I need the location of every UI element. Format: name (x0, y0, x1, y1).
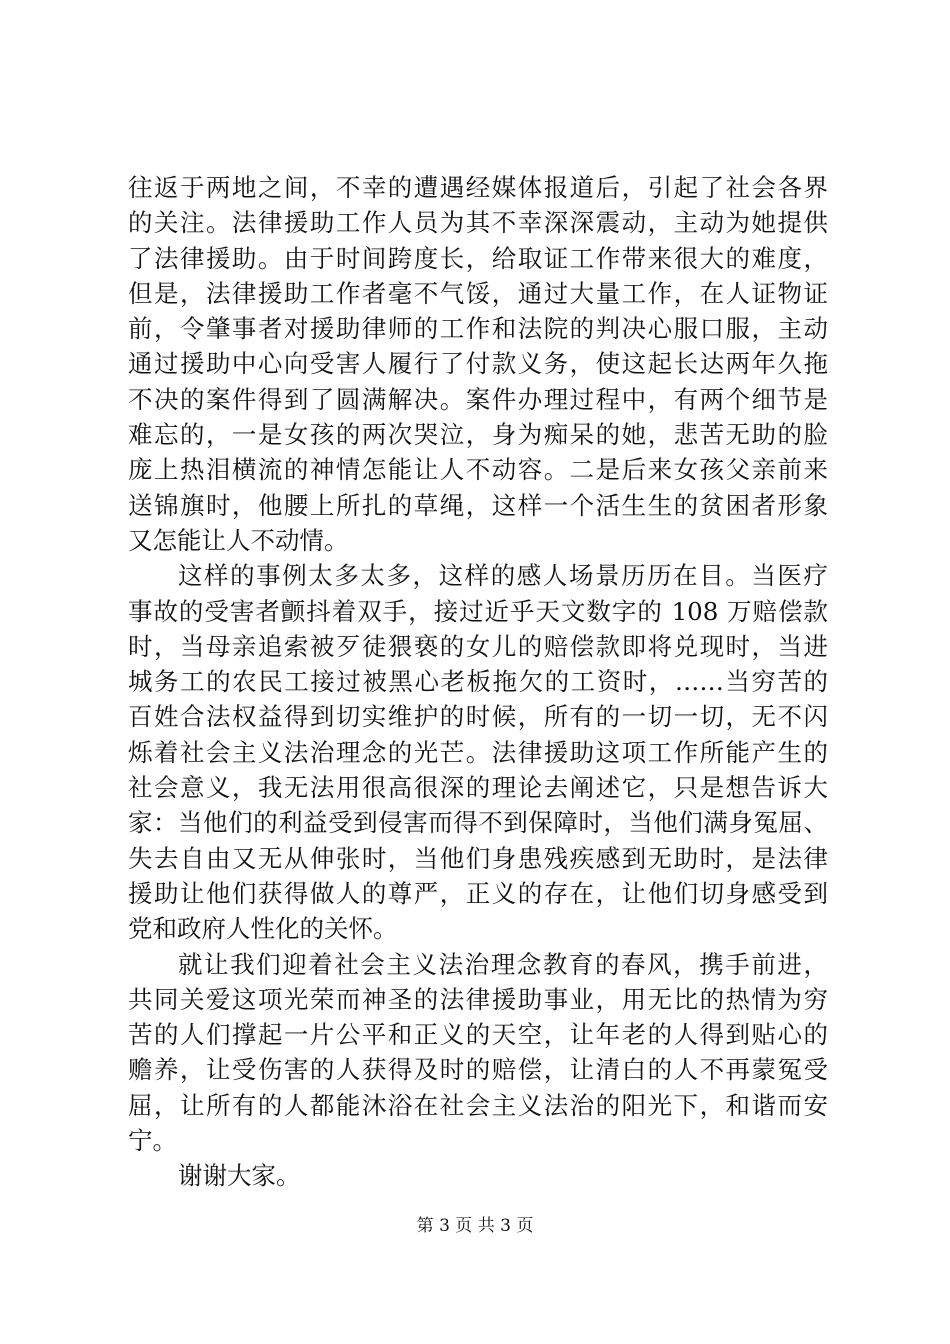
text-line: 但是，法律援助工作者毫不气馁，通过大量工作，在人证物证 (128, 278, 828, 308)
paragraph-1 (128, 170, 828, 558)
text-line: 屈，让所有的人都能沐浴在社会主义法治的阳光下，和谐而安 (128, 1090, 828, 1120)
text-line: 往返于两地之间，不幸的遭遇经媒体报道后，引起了社会各界 (128, 173, 828, 202)
text-line: 城务工的农民工接过被黑心老板拖欠的工资时，……当穷苦的 (128, 667, 828, 697)
text-line: 苦的人们撑起一片公平和正义的天空，让年老的人得到贴心的 (128, 1020, 828, 1050)
text-line: 谢谢大家。 (178, 1161, 301, 1191)
text-line: 前，令肇事者对援助律师的工作和法院的判决心服口服，主动 (128, 314, 828, 344)
text-line: 家：当他们的利益受到侵害而得不到保障时，当他们满身冤屈、 (128, 808, 828, 838)
text-line: 党和政府人性化的关怀。 (128, 914, 398, 944)
text-line: 援助让他们获得做人的尊严，正义的存在，让他们切身感受到 (128, 878, 828, 908)
paragraph-3 (128, 947, 828, 1159)
text-line: 百姓合法权益得到切实维护的时候，所有的一切一切，无不闪 (128, 702, 828, 732)
text-line: 的关注。法律援助工作人员为其不幸深深震动，主动为她提供 (128, 208, 828, 238)
text-line: 烁着社会主义法治理念的光芒。法律援助这项工作所能产生的 (128, 737, 828, 767)
text-line: 不决的案件得到了圆满解决。案件办理过程中，有两个细节是 (128, 384, 828, 414)
text-line: 通过援助中心向受害人履行了付款义务，使这起长达两年久拖 (128, 349, 828, 379)
text-line: 又怎能让人不动情。 (128, 525, 349, 555)
text-line: 送锦旗时，他腰上所扎的草绳，这样一个活生生的贫困者形象 (128, 490, 828, 520)
text-line: 宁。 (128, 1126, 177, 1156)
text-line: 赡养，让受伤害的人获得及时的赔偿，让清白的人不再蒙冤受 (128, 1055, 828, 1085)
text-line: 难忘的，一是女孩的两次哭泣，身为痴呆的她，悲苦无助的脸 (128, 420, 828, 450)
text-line: 庞上热泪横流的神情怎能让人不动容。二是后来女孩父亲前来 (128, 455, 828, 485)
document-body (128, 170, 828, 1194)
text-line: 社会意义，我无法用很高很深的理论去阐述它，只是想告诉大 (128, 773, 828, 803)
text-line: 这样的事例太多太多，这样的感人场景历历在目。当医疗 (178, 561, 828, 591)
page-number-footer: 第 3 页 共 3 页 (416, 1216, 534, 1236)
text-line: 事故的受害者颤抖着双手，接过近乎天文数字的 108 万赔偿款 (128, 596, 828, 626)
paragraph-2 (128, 558, 828, 946)
text-line: 失去自由又无从伸张时，当他们身患残疾感到无助时，是法律 (128, 843, 828, 873)
paragraph-4 (128, 1158, 828, 1193)
text-line: 共同关爱这项光荣而神圣的法律援助事业，用无比的热情为穷 (128, 984, 828, 1014)
text-line: 了法律援助。由于时间跨度长，给取证工作带来很大的难度， (128, 243, 828, 273)
text-line: 时，当母亲追索被歹徒猥亵的女儿的赔偿款即将兑现时，当进 (128, 631, 828, 661)
text-line: 就让我们迎着社会主义法治理念教育的春风，携手前进， (178, 949, 828, 979)
